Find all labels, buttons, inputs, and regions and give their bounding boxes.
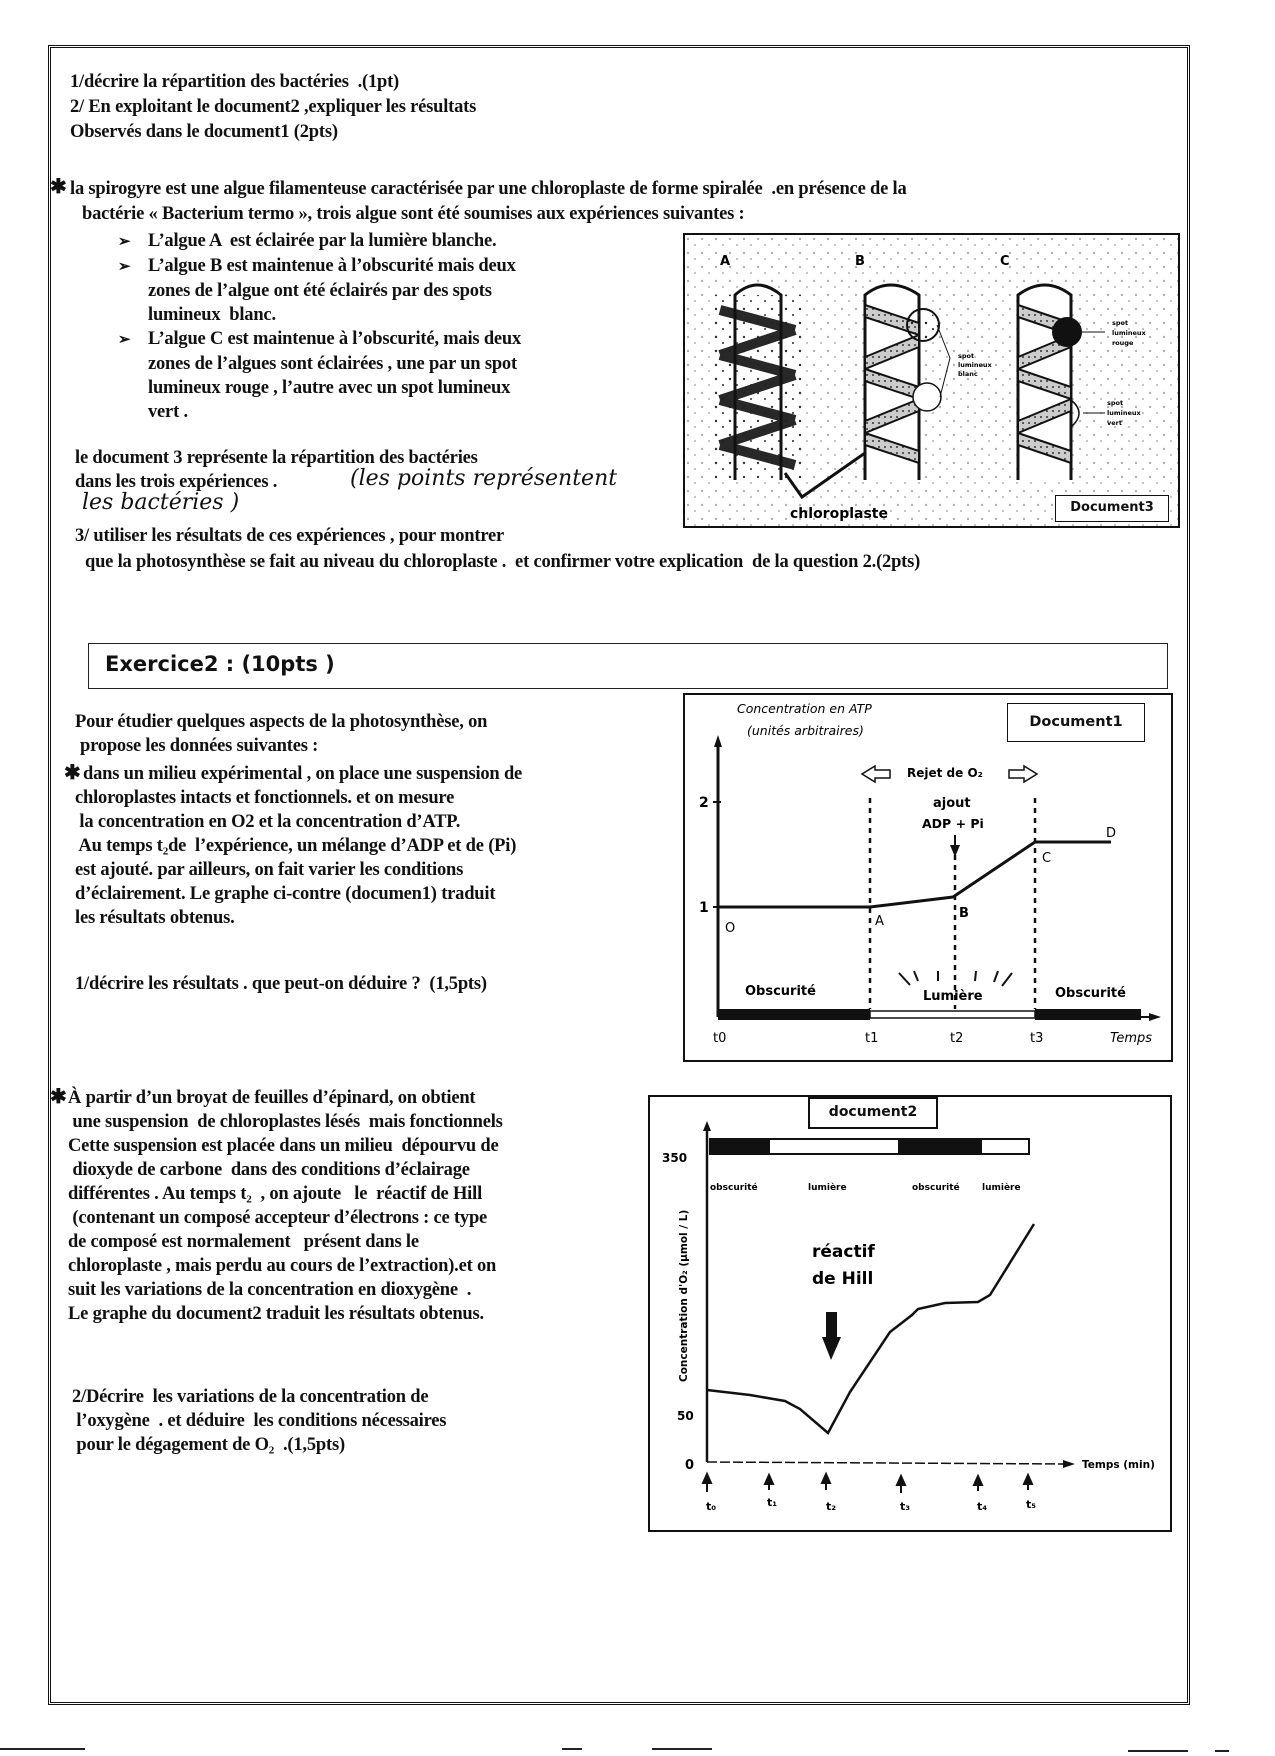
arrow-bullet-icon: ➢ [118, 332, 131, 348]
list-item-algue-c-line2: zones de l’algues sont éclairées , une par un spot [148, 354, 517, 374]
svg-text:Temps: Temps [1110, 1031, 1153, 1046]
svg-text:Concentration d'O₂ (µmol / L): Concentration d'O₂ (µmol / L) [678, 1209, 690, 1382]
list-item-algue-b-line3: lumineux blanc. [148, 305, 276, 325]
alga-a [710, 285, 805, 480]
svg-text:rouge: rouge [1112, 339, 1134, 347]
list-item-algue-b: ➢ L’algue B est maintenue à l’obscurité mais deux [118, 254, 521, 279]
exercise2-title: Exercice2 : (10pts ) [105, 652, 335, 676]
svg-text:spot: spot [958, 352, 975, 360]
oxygen-chart [650, 1097, 1170, 1530]
svg-text:0: 0 [685, 1458, 695, 1473]
svg-text:ajout: ajout [933, 796, 971, 811]
document3-figure [683, 233, 1180, 528]
svg-text:t2: t2 [950, 1031, 964, 1046]
svg-text:obscurité: obscurité [912, 1183, 960, 1193]
svg-text:Obscurité: Obscurité [745, 984, 816, 999]
question-1: 1/décrire la répartition des bactéries .(1pt) [70, 72, 400, 92]
svg-text:blanc: blanc [958, 370, 978, 378]
label-b: B [855, 254, 865, 269]
document2-label: document2 [808, 1097, 938, 1129]
svg-text:Rejet de O₂: Rejet de O₂ [907, 766, 983, 780]
svg-text:lumière: lumière [808, 1183, 847, 1193]
svg-text:lumineux: lumineux [1112, 329, 1146, 337]
star-bullet-icon: ✱ [50, 1086, 67, 1108]
ex2-paragraph1: dans un milieu expérimental , on place une suspension de chloroplastes intacts et fonctionnels. et on mesure la concentration en O2 et la concentration d’ATP. Au temps t₂de l’expérience, un mélange d’ADP et de (Pi) est ajouté. par ailleurs, on fait varier les conditions d’éclairement. Le graphe ci-contre (documen1) traduit les résultats obtenus. [75, 764, 523, 928]
svg-text:1: 1 [699, 900, 709, 916]
svg-text:50: 50 [677, 1409, 694, 1423]
svg-text:spot: spot [1107, 399, 1124, 407]
question-3-line1: 3/ utiliser les résultats de ces expériences , pour montrer [75, 526, 505, 546]
svg-text:t₃: t₃ [900, 1500, 911, 1513]
svg-text:t0: t0 [713, 1031, 727, 1046]
arrow-bullet-icon: ➢ [118, 234, 131, 250]
svg-text:lumière: lumière [982, 1183, 1021, 1193]
label-c: C [1000, 254, 1010, 269]
chloroplaste-label: chloroplaste [790, 506, 888, 522]
question-2-line2: Observés dans le document1 (2pts) [70, 122, 338, 142]
question-3-line2: que la photosynthèse se fait au niveau du chloroplaste . et confirmer votre explication de la question 2.(2pts) [85, 552, 921, 572]
svg-text:C: C [1042, 851, 1052, 866]
svg-text:ADP + Pi: ADP + Pi [922, 816, 984, 831]
svg-text:(unités arbitraires): (unités arbitraires) [747, 723, 864, 738]
svg-text:Temps (min): Temps (min) [1082, 1459, 1155, 1471]
spirogyre-intro-line1: la spirogyre est une algue filamenteuse caractérisée par une chloroplaste de forme spiralée .en présence de la [70, 179, 907, 199]
label-a: A [720, 254, 731, 269]
list-item-algue-c-line3: lumineux rouge , l’autre avec un spot lumineux [148, 378, 511, 398]
ex2-question-1: 1/décrire les résultats . que peut-on déduire ? (1,5pts) [75, 974, 487, 994]
svg-text:t3: t3 [1030, 1031, 1044, 1046]
svg-text:O: O [725, 921, 736, 936]
svg-text:t1: t1 [865, 1031, 879, 1046]
svg-text:2: 2 [699, 795, 709, 811]
question-2-line1: 2/ En exploitant le document2 ,expliquer les résultats [70, 97, 477, 117]
svg-text:de Hill: de Hill [812, 1269, 874, 1289]
ex2-question-2: 2/Décrire les variations de la concentration de l’oxygène . et déduire les conditions nécessaires pour le dégagement de O₂ .(1,5pts) [72, 1387, 447, 1455]
scan-artifact [0, 1748, 85, 1750]
ex2-intro-line1: Pour étudier quelques aspects de la photosynthèse, on [75, 712, 488, 732]
svg-text:A: A [875, 914, 884, 929]
atp-chart [685, 695, 1171, 1060]
arrow-bullet-icon: ➢ [118, 259, 131, 275]
svg-text:t₄: t₄ [977, 1500, 988, 1513]
svg-text:Obscurité: Obscurité [1055, 986, 1126, 1001]
document3-label: Document3 [1055, 495, 1169, 522]
ex2-paragraph2: À partir d’un broyat de feuilles d’épinard, on obtient une suspension de chloroplastes lésés mais fonctionnels Cette suspension est placée dans un milieu dépourvu de dioxyde de carbone dans des conditions d’éclairage différentes . Au temps t₂ , on ajoute le réactif de Hill (contenant un composé accepteur d’électrons : ce type de composé est normalement présent dans le chloroplaste , mais perdu au cours de l’extraction).et on suit les variations de la concentration en dioxygène . Le graphe du document2 traduit les résultats obtenus. [68, 1088, 503, 1324]
handwritten-note-line1: (les points représentent [350, 466, 618, 491]
algae-illustration [685, 235, 1178, 526]
experiment-list [118, 229, 521, 424]
list-item-algue-b-line2: zones de l’algue ont été éclairés par des spots [148, 281, 492, 301]
ex2-intro-line2: propose les données suivantes : [80, 736, 319, 756]
svg-text:Concentration en ATP: Concentration en ATP [737, 701, 872, 716]
svg-text:t₂: t₂ [826, 1500, 837, 1513]
svg-text:t₁: t₁ [767, 1496, 778, 1509]
svg-text:t₅: t₅ [1026, 1498, 1037, 1511]
scan-artifact [1215, 1750, 1229, 1752]
list-item-algue-a: ➢ L’algue A est éclairée par la lumière blanche. [118, 229, 521, 254]
document1-chart [683, 693, 1173, 1062]
svg-text:350: 350 [662, 1151, 688, 1165]
scan-artifact [1128, 1750, 1188, 1752]
svg-text:Lumière: Lumière [923, 989, 983, 1004]
document2-chart [648, 1095, 1172, 1532]
svg-text:obscurité: obscurité [710, 1183, 758, 1193]
svg-text:spot: spot [1112, 319, 1129, 327]
scan-artifact [562, 1748, 582, 1750]
list-item-algue-c: ➢ L’algue C est maintenue à l’obscurité, mais deux [118, 327, 521, 352]
star-bullet-icon: ✱ [50, 176, 67, 198]
svg-text:lumineux: lumineux [958, 361, 992, 369]
svg-text:lumineux: lumineux [1107, 409, 1141, 417]
doc3-description-line2: dans les trois expériences . [75, 472, 278, 492]
svg-text:réactif: réactif [812, 1242, 875, 1262]
svg-text:t₀: t₀ [706, 1500, 717, 1513]
spirogyre-intro-line2: bactérie « Bacterium termo », trois algue sont été soumises aux expériences suivantes : [82, 204, 745, 224]
list-item-algue-c-line4: vert . [148, 402, 188, 422]
svg-text:D: D [1106, 826, 1117, 841]
document1-label: Document1 [1007, 703, 1145, 742]
scan-artifact [652, 1748, 712, 1750]
exercise2-header-box [88, 643, 1168, 689]
doc3-description-line1: le document 3 représente la répartition des bactéries [75, 448, 478, 468]
handwritten-note-line2: les bactéries ) [82, 490, 240, 515]
svg-text:B: B [959, 906, 969, 921]
star-bullet-icon: ✱ [64, 762, 81, 784]
svg-text:vert: vert [1107, 419, 1122, 427]
